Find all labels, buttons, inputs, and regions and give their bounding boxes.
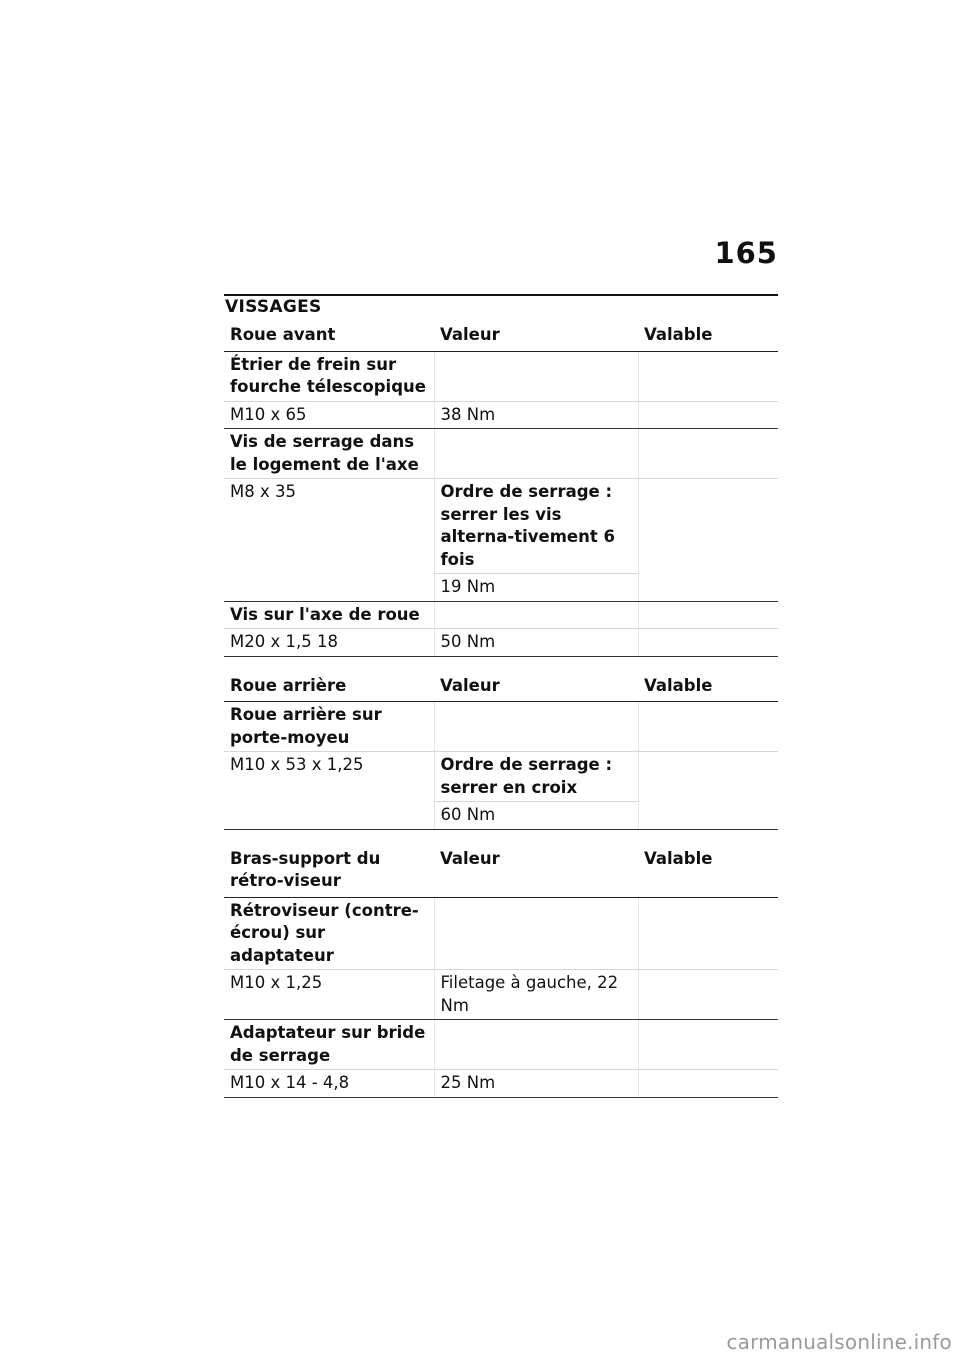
column-header: Valable [638,324,778,351]
tightening-order: Ordre de serrage : serrer en croix [434,752,638,802]
table-row [224,1020,778,1070]
table-row [224,897,778,970]
value-cell [434,702,638,752]
torque-value: 50 Nm [434,629,638,657]
section-title: VISSAGES [225,297,322,317]
table-header-row [224,848,778,898]
table-row [224,429,778,479]
column-header: Valeur [434,848,638,898]
tightening-order: Ordre de serrage : serrer les vis alterna-tivement 6 fois [434,479,638,574]
column-header: Valeur [434,675,638,702]
valid-cell [638,702,778,752]
valid-cell [638,401,778,429]
valid-cell [638,479,778,602]
torque-tables [224,324,778,1098]
torque-value: 60 Nm [434,802,638,830]
table-row [224,401,778,429]
valid-cell [638,752,778,830]
screw-spec: M20 x 1,5 18 [224,629,434,657]
valid-cell [638,897,778,970]
component-title: Vis de serrage dans le logement de l'axe [224,429,434,479]
screw-spec: M10 x 14 - 4,8 [224,1070,434,1098]
value-cell [434,351,638,401]
valid-cell [638,1070,778,1098]
header-rule [224,294,778,296]
valid-cell [638,601,778,629]
value-cell [434,429,638,479]
front-wheel-table [224,324,778,657]
valid-cell [638,1020,778,1070]
table-header-row [224,324,778,351]
table-row [224,601,778,629]
table-row [224,702,778,752]
valid-cell [638,429,778,479]
component-title: Étrier de frein sur fourche télescopique [224,351,434,401]
table-header-row [224,675,778,702]
valid-cell [638,629,778,657]
rear-wheel-table [224,675,778,830]
value-cell [434,897,638,970]
component-title: Adaptateur sur bride de serrage [224,1020,434,1070]
column-header: Roue arrière [224,675,434,702]
component-title: Rétroviseur (contre-écrou) sur adaptateur [224,897,434,970]
torque-value: 38 Nm [434,401,638,429]
screw-spec: M10 x 53 x 1,25 [224,752,434,830]
torque-value: 19 Nm [434,574,638,602]
site-watermark: carmanualsonline.info [726,1330,952,1354]
screw-spec: M10 x 1,25 [224,970,434,1020]
column-header: Valeur [434,324,638,351]
value-cell [434,601,638,629]
mirror-arm-table [224,848,778,1098]
table-row [224,351,778,401]
column-header: Valable [638,848,778,898]
component-title: Roue arrière sur porte-moyeu [224,702,434,752]
valid-cell [638,970,778,1020]
screw-spec: M8 x 35 [224,479,434,602]
valid-cell [638,351,778,401]
component-title: Vis sur l'axe de roue [224,601,434,629]
torque-value: Filetage à gauche, 22 Nm [434,970,638,1020]
page-number: 165 [714,236,778,270]
table-row [224,479,778,574]
screw-spec: M10 x 65 [224,401,434,429]
column-header: Roue avant [224,324,434,351]
column-header: Bras-support du rétro-viseur [224,848,434,898]
table-row [224,1070,778,1098]
table-row [224,970,778,1020]
table-row [224,629,778,657]
table-row [224,752,778,802]
torque-value: 25 Nm [434,1070,638,1098]
value-cell [434,1020,638,1070]
column-header: Valable [638,675,778,702]
